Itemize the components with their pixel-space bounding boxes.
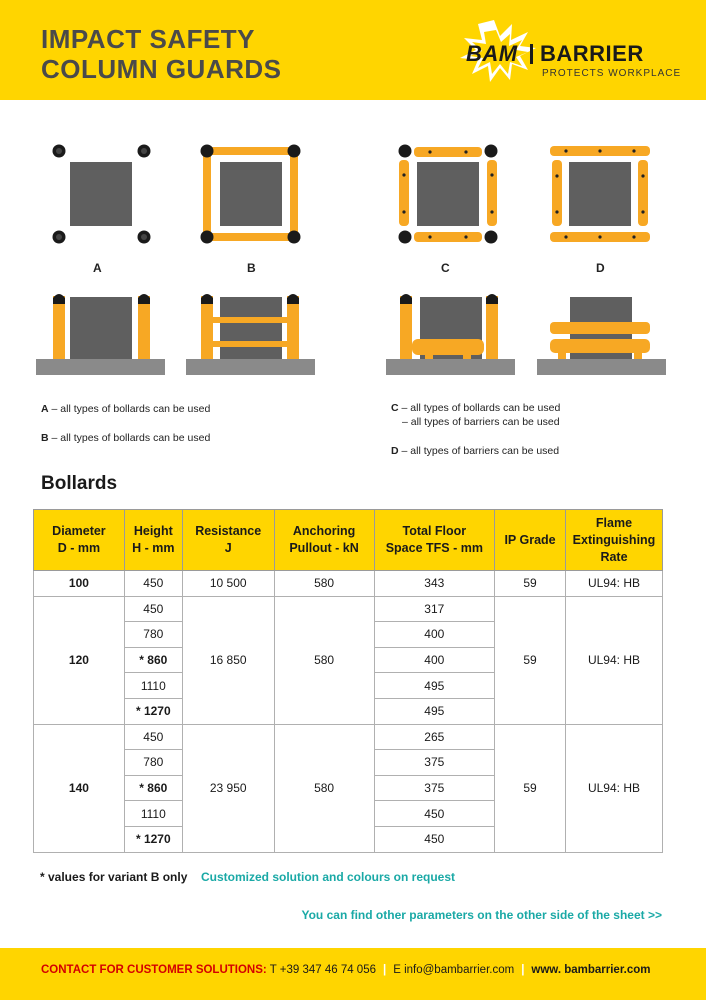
diagram-d-top-view [550,146,650,242]
header-resistance: Resistance J [182,510,274,571]
cell-tfs: 495 [374,673,495,699]
logo-barrier-text: BARRIER [540,41,644,66]
page-title [41,24,282,84]
title-line-2: COLUMN GUARDS [41,54,282,84]
cell-tfs: 400 [374,622,495,648]
header-anchoring: Anchoring Pullout - kN [274,510,374,571]
cell-tfs: 450 [374,826,495,852]
cell-diameter: 140 [34,724,125,852]
cell-height: * 860 [124,647,182,673]
cell-anchoring: 580 [274,596,374,724]
cell-flame: UL94: HB [565,571,662,597]
cell-tfs: 495 [374,698,495,724]
header-ip-grade: IP Grade [495,510,566,571]
title-line-1: IMPACT SAFETY [41,24,256,54]
logo-bam-text: BAM [466,41,518,66]
cell-height: * 1270 [124,698,182,724]
logo-separator [530,44,533,64]
header-flame: Flame Extinguishing Rate [565,510,662,571]
cell-height: 450 [124,724,182,750]
diagram-label-c: C [441,261,450,275]
cell-tfs: 375 [374,775,495,801]
bollards-spec-table [33,509,663,853]
header-height: Height H - mm [124,510,182,571]
cell-height: * 860 [124,775,182,801]
logo-tagline: PROTECTS WORKPLACE [542,68,682,79]
footnote-variant-b: * values for variant B only [40,870,188,884]
diagram-label-a: A [93,261,102,275]
cell-resistance: 23 950 [182,724,274,852]
diagram-b-side-view [186,294,315,375]
cell-height: * 1270 [124,826,182,852]
cell-resistance: 16 850 [182,596,274,724]
cell-height: 1110 [124,801,182,827]
footer-separator: | [521,964,525,976]
cell-flame: UL94: HB [565,724,662,852]
cell-resistance: 10 500 [182,571,274,597]
cell-diameter: 120 [34,596,125,724]
cell-diameter: 100 [34,571,125,597]
custom-solution-note: Customized solution and colours on request [201,870,456,884]
diagram-label-b: B [247,261,256,275]
other-side-link[interactable]: You can find other parameters on the other side of the sheet >> [301,908,662,922]
cell-ip: 59 [495,596,566,724]
cell-height: 780 [124,750,182,776]
note-d: D – all types of barriers can be used [391,445,560,457]
diagram-b-top-view [201,145,301,244]
cell-tfs: 343 [374,571,495,597]
cell-height: 1110 [124,673,182,699]
note-c: C – all types of bollards can be used – all types of barriers can be used [391,402,561,428]
cell-anchoring: 580 [274,724,374,852]
header-tfs: Total Floor Space TFS - mm [374,510,495,571]
table-row [34,571,663,597]
table-row [34,724,663,750]
cell-ip: 59 [495,571,566,597]
diagram-c-top-view [399,145,498,244]
cell-tfs: 450 [374,801,495,827]
cell-anchoring: 580 [274,571,374,597]
contact-email[interactable]: E info@bambarrier.com [393,964,515,976]
cell-tfs: 317 [374,596,495,622]
diagram-d-side-view [537,297,666,375]
cell-height: 450 [124,596,182,622]
cell-tfs: 265 [374,724,495,750]
footer-separator: | [383,964,387,976]
table-row [34,596,663,622]
cell-tfs: 400 [374,647,495,673]
cell-tfs: 375 [374,750,495,776]
cell-height: 450 [124,571,182,597]
diagram-label-d: D [596,261,605,275]
cell-ip: 59 [495,724,566,852]
contact-phone[interactable]: T +39 347 46 74 056 [269,964,376,976]
diagram-a-top-view [53,145,151,244]
contact-label: CONTACT FOR CUSTOMER SOLUTIONS: [41,964,267,976]
section-title-bollards: Bollards [41,473,118,494]
cell-height: 780 [124,622,182,648]
footer-contact [41,964,651,976]
note-b: B – all types of bollards can be used [41,432,211,444]
table-header-row [34,510,663,571]
note-a: A – all types of bollards can be used [41,403,211,415]
contact-website[interactable]: www. bambarrier.com [531,964,651,976]
diagram-c-side-view [386,294,515,375]
cell-flame: UL94: HB [565,596,662,724]
header-diameter: Diameter D - mm [34,510,125,571]
column-guard-diagrams [0,120,706,390]
diagram-a-side-view [36,294,165,375]
